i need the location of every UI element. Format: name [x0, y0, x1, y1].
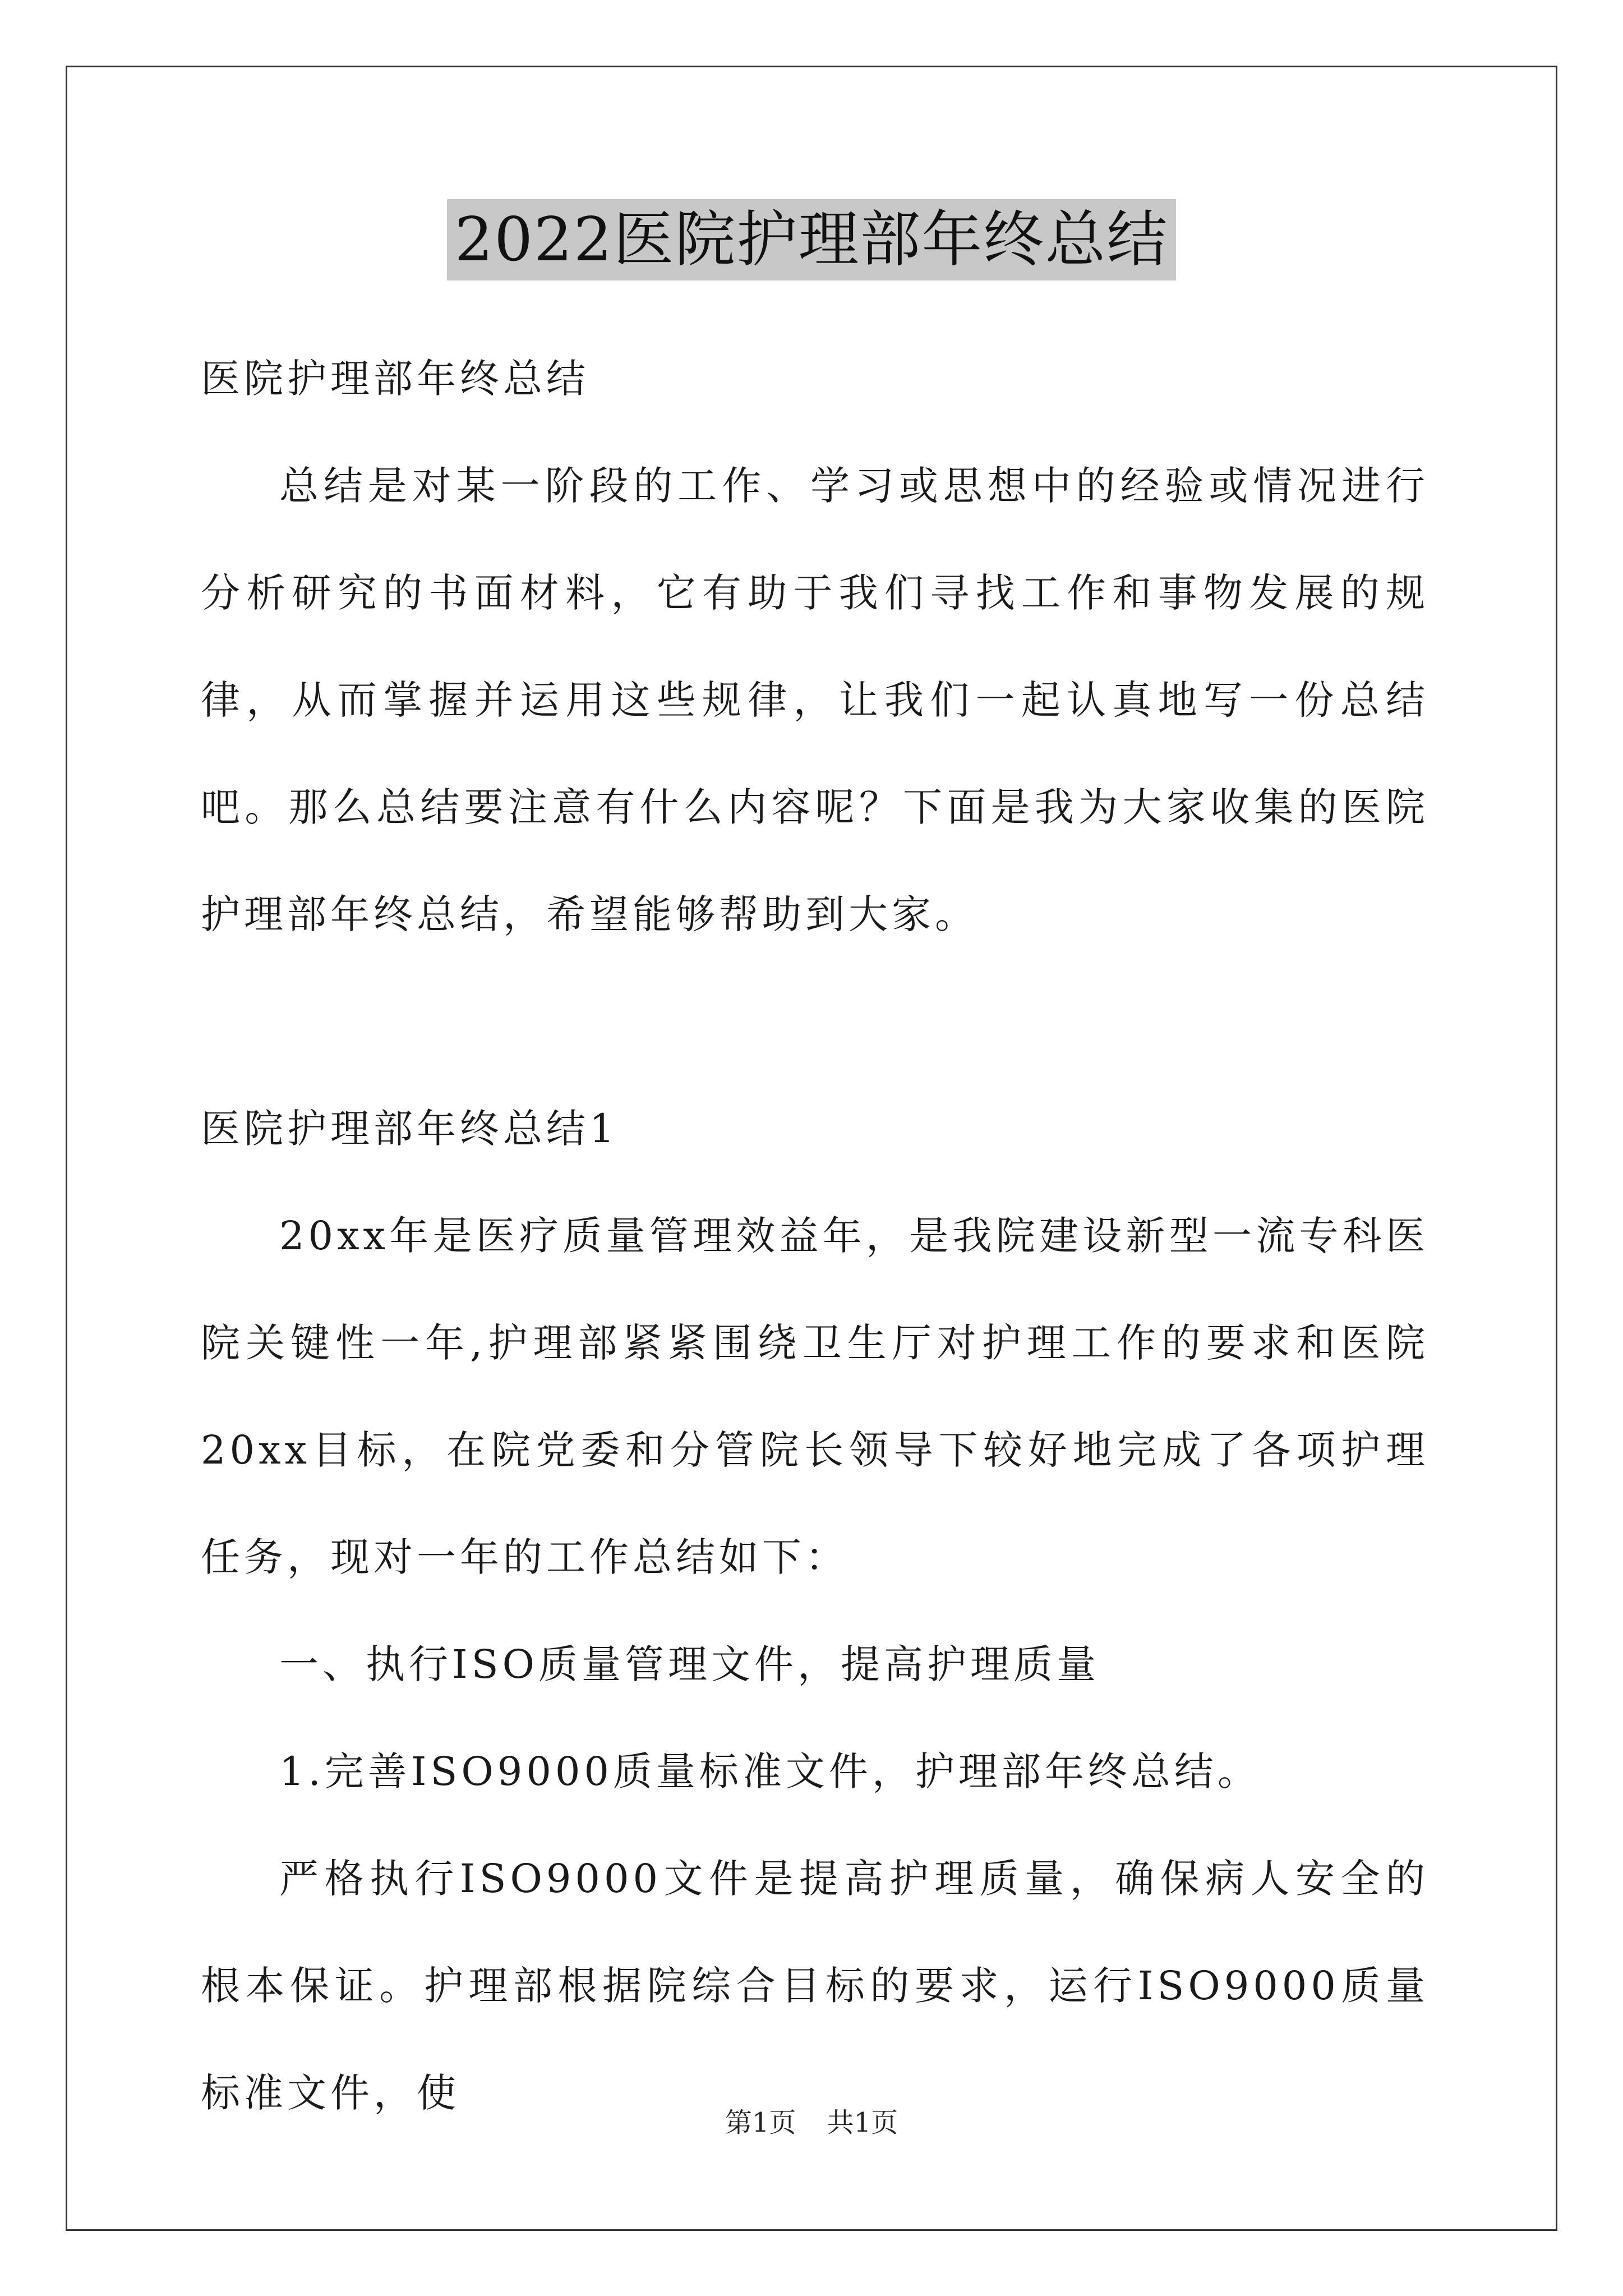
section-paragraph: 20xx年是医疗质量管理效益年，是我院建设新型一流专科医院关键性一年,护理部紧紧围绕卫生厅对护理工作的要求和医院20xx目标，在院党委和分管院长领导下较好地完成了各项护理任务，现对一年的工作总结如下： [201, 1213, 1429, 1580]
page-total: 共1页 [827, 2107, 898, 2138]
title-container [0, 199, 1623, 280]
page-number: 第1页 [725, 2107, 796, 2138]
subpoint-heading: 1.完善ISO9000质量标准文件，护理部年终总结。 [279, 1749, 1261, 1795]
document-body [201, 325, 1429, 2147]
document-title: 2022医院护理部年终总结 [447, 199, 1177, 280]
subpoint-paragraph: 严格执行ISO9000文件是提高护理质量，确保病人安全的根本保证。护理部根据院综合目标的要求，运行ISO9000质量标准文件，使 [201, 1856, 1429, 2116]
subtitle: 医院护理部年终总结 [201, 356, 589, 402]
intro-paragraph: 总结是对某一阶段的工作、学习或思想中的经验或情况进行分析研究的书面材料，它有助于我们寻找工作和事物发展的规律，从而掌握并运用这些规律，让我们一起认真地写一份总结吧。那么总结要注意有什么内容呢？下面是我为大家收集的医院护理部年终总结，希望能够帮助到大家。 [201, 463, 1429, 937]
page-footer [0, 2101, 1623, 2139]
point-heading: 一、执行ISO质量管理文件，提高护理质量 [279, 1641, 1100, 1687]
spacer [201, 968, 1429, 1075]
section-heading: 医院护理部年终总结1 [201, 1106, 619, 1152]
